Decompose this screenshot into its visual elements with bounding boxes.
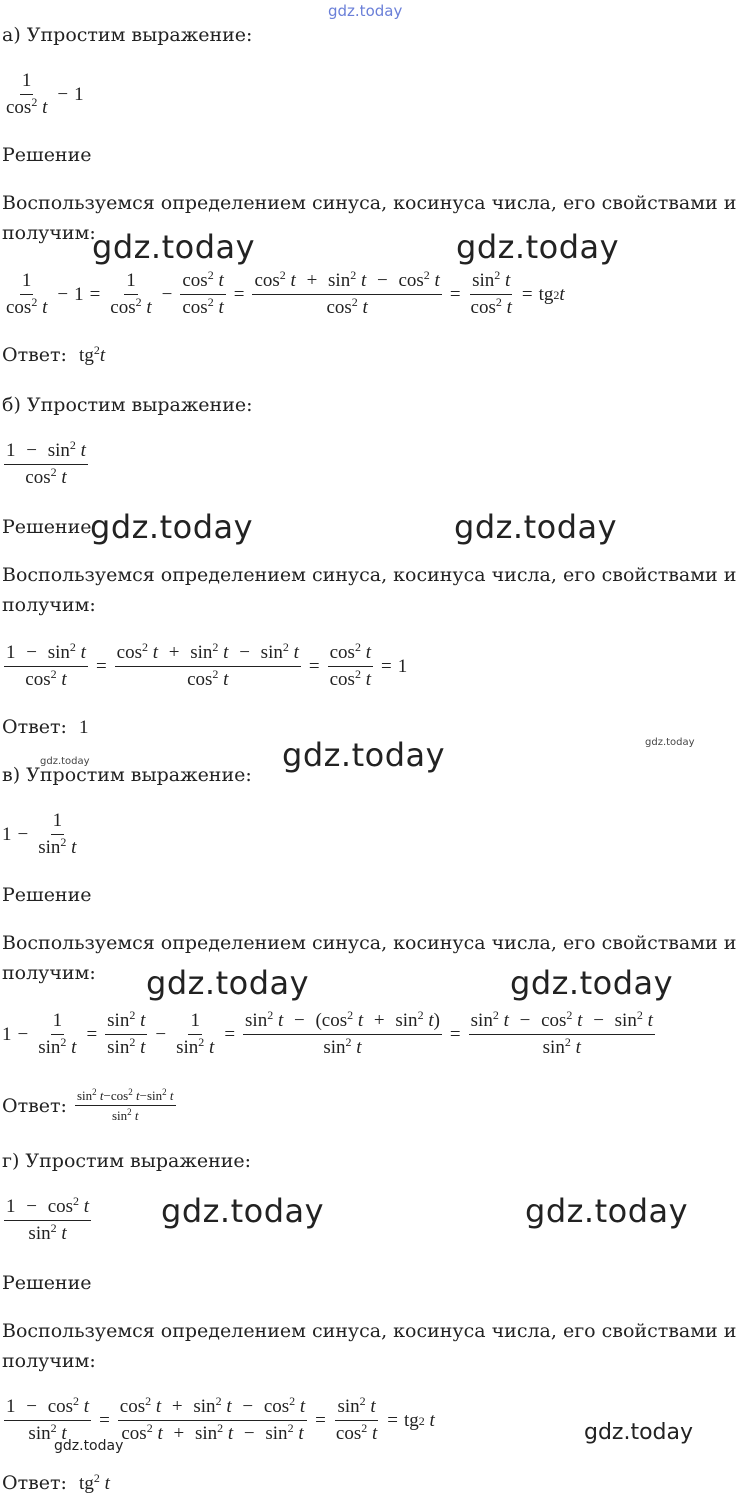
part-b-method-line2: получим: — [2, 594, 96, 616]
part-g-expression: $\frac{1 - \cos^2 t}{\sin^2 t}$ — [6, 1194, 90, 1244]
watermark-small: gdz.today — [40, 756, 90, 767]
part-v-method-line1: Воспользуемся определением синуса, косинуса числа, его свойствами и — [2, 932, 737, 954]
part-a-expression: $\frac{1}{\cos^2 t}$ − 1 — [6, 70, 84, 118]
watermark-medium: gdz.today — [584, 1420, 694, 1445]
watermark: gdz.today — [525, 1192, 689, 1230]
watermark: gdz.today — [282, 736, 446, 774]
part-a-method-line2: получим: — [2, 222, 96, 244]
part-v-title: в) Упростим выражение: — [2, 764, 252, 786]
part-g-method-line2: получим: — [2, 1350, 96, 1372]
part-v-answer: Ответ: $\frac{\sin^2 t-\cos^2 t-\sin^2 t}{\sin^2 t}$ — [2, 1087, 174, 1123]
part-v-expression: 1 − $\frac{1}{\sin^2 t}$ — [2, 810, 77, 858]
part-a-solution-label: Решение — [2, 144, 92, 166]
part-b-title: б) Упростим выражение: — [2, 394, 253, 416]
watermark: gdz.today — [454, 508, 618, 546]
part-v-method-line2: получим: — [2, 962, 96, 984]
watermark-small: gdz.today — [645, 737, 695, 748]
watermark: gdz.today — [146, 964, 310, 1002]
part-g-derivation: $\frac{1 - \cos^2 t}{\sin^2 t}$ = $\frac{\cos^2 t + \sin^2 t - \cos^2 t}{\cos^2 t + \sin^2 t - \sin^2 t}$ = $\frac{\sin^2 t}{\cos^2 t}$ = tg 2 t — [6, 1394, 435, 1444]
part-a-derivation: $\frac{1}{\cos^2 t}$ − 1 = $\frac{1}{\cos^2 t}$ − $\frac{\cos^2 t}{\cos^2 t}$ = $\frac{\cos^2 t + \sin^2 t - \cos^2 t}{\cos^2 t}$ = $\frac{\sin^2 t}{\cos^2 t}$ = tg 2 t — [6, 268, 565, 318]
part-a-title: а) Упростим выражение: — [2, 24, 253, 46]
watermark: gdz.today — [90, 508, 254, 546]
watermark-top: gdz.today — [328, 2, 403, 20]
part-a-answer: Ответ: $tg^2t$ — [2, 343, 106, 366]
part-b-derivation: $\frac{1 - \sin^2 t}{\cos^2 t}$ = $\frac{\cos^2 t + \sin^2 t - \sin^2 t}{\cos^2 t}$ = $\frac{\cos^2 t}{\cos^2 t}$ = 1 — [6, 640, 408, 690]
part-v-derivation: 1 − $\frac{1}{\sin^2 t}$ = $\frac{\sin^2 t}{\sin^2 t}$ − $\frac{1}{\sin^2 t}$ = $\frac{\sin^2 t - (\cos^2 t + \sin^2 t)}{\sin^2 t}$ = $\frac{\sin^2 t - \cos^2 t - \sin^2 t}{\sin^2 t}$ — [2, 1008, 653, 1058]
part-b-expression: $\frac{1 - \sin^2 t}{\cos^2 t}$ — [6, 438, 86, 488]
part-g-solution-label: Решение — [2, 1272, 92, 1294]
part-a-method-line1: Воспользуемся определением синуса, косинуса числа, его свойствами и — [2, 192, 737, 214]
part-b-method-line1: Воспользуемся определением синуса, косинуса числа, его свойствами и — [2, 564, 737, 586]
part-b-solution-label: Решение — [2, 516, 92, 538]
watermark-medium: gdz.today — [54, 1438, 124, 1454]
part-g-answer: Ответ: $tg^2$ t — [2, 1471, 110, 1494]
part-v-solution-label: Решение — [2, 884, 92, 906]
watermark: gdz.today — [456, 228, 620, 266]
part-b-answer: Ответ: 1 — [2, 716, 89, 738]
part-g-method-line1: Воспользуемся определением синуса, косинуса числа, его свойствами и — [2, 1320, 737, 1342]
watermark: gdz.today — [92, 228, 256, 266]
watermark: gdz.today — [161, 1192, 325, 1230]
watermark: gdz.today — [510, 964, 674, 1002]
part-g-title: г) Упростим выражение: — [2, 1150, 252, 1172]
